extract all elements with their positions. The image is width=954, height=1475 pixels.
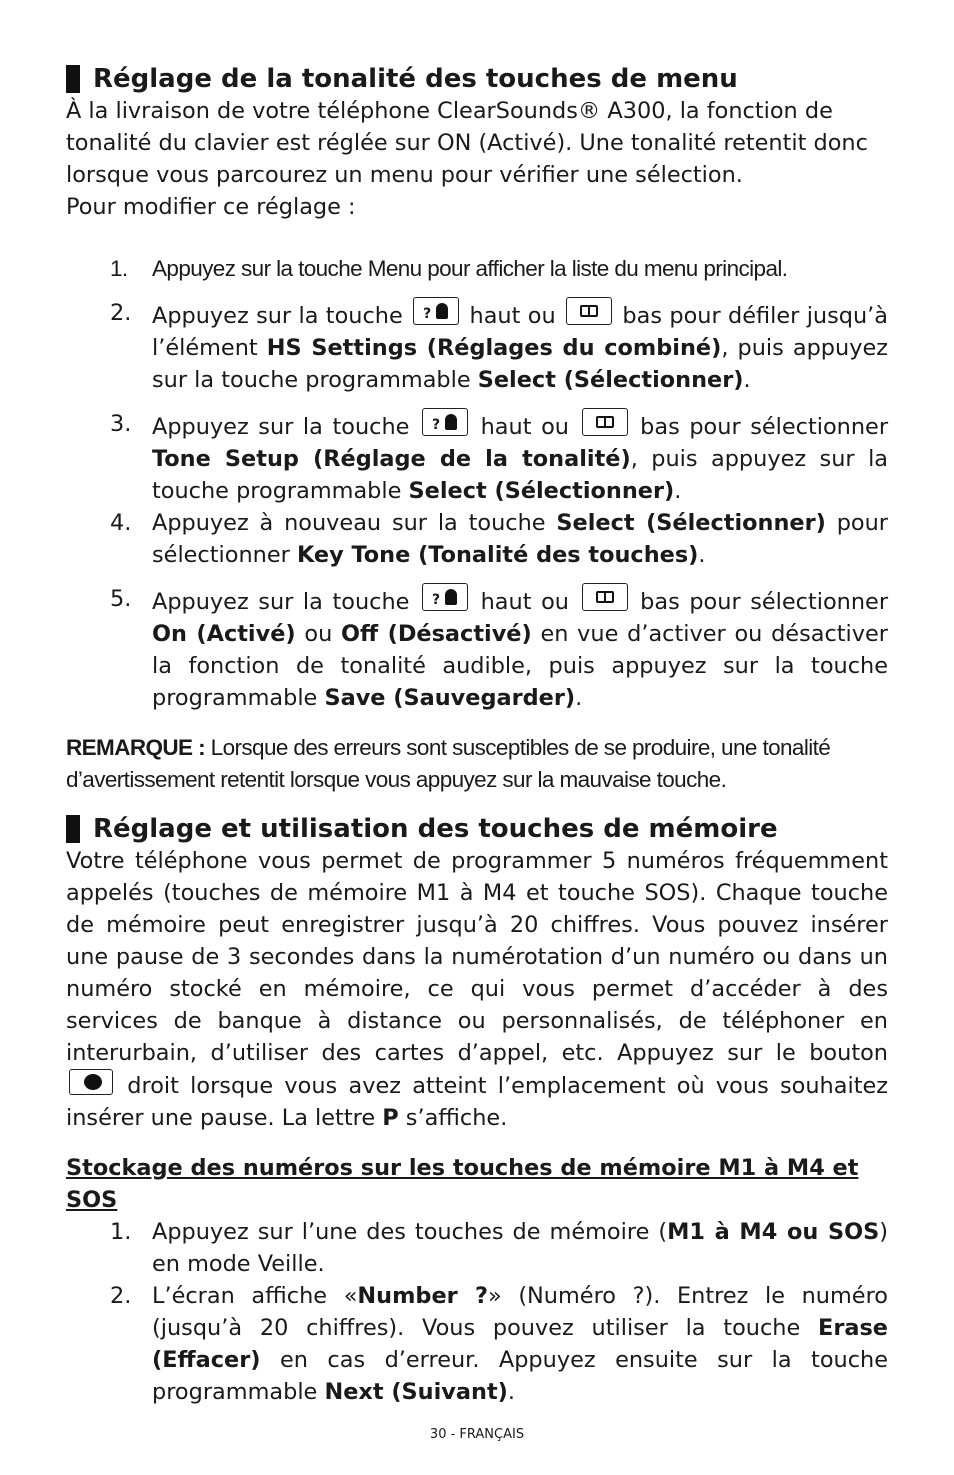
list-item: 2. L’écran affiche «Number ?» (Numéro ?). Entrez le numéro (jusqu’à 20 chiffres). Vous pouvez utiliser la touche Erase (Effacer) en cas d’erreur. Appuyez ensuite sur la touche programmable Next (Suivant). — [110, 1283, 888, 1405]
list-item: 1. Appuyez sur l’une des touches de mémoire (M1 à M4 ou SOS) en mode Veille. — [110, 1219, 889, 1277]
list-item: 5. Appuyez sur la touche ? haut ou bas pour sélectionner On (Activé) ou Off (Désactivé) en vue d’activer ou désactiver la fonction de tonalité audible, puis appuyez sur la touche programmable Save (Sauvegarder). — [66, 583, 888, 714]
list-item: 2. Appuyez sur la touche ? haut ou bas pour défiler jusqu’à l’élément HS Settings (Réglages du combiné), puis appuyez sur la touche programmable Select (Sélectionner). — [66, 297, 888, 396]
list-item: 4. Appuyez à nouveau sur la touche Select (Sélectionner) pour sélectionner Key Tone (Tonalité des touches). — [110, 510, 889, 568]
note-paragraph: REMARQUE : Lorsque des erreurs sont susceptibles de se produire, une tonalité d’avertissement retentit lorsque vous appuyez sur la mauvaise touche. — [66, 735, 831, 792]
down-key-icon — [582, 583, 628, 611]
page-footer: 30 - FRANÇAIS — [429, 1427, 525, 1442]
heading-bar-icon — [66, 815, 80, 843]
page-content — [66, 62, 888, 1408]
down-key-icon — [566, 297, 612, 325]
section-title-key-tone: Réglage de la tonalité des touches de menu — [66, 62, 888, 96]
up-key-icon — [422, 408, 468, 436]
intro-line-2: Pour modifier ce réglage : — [66, 194, 356, 220]
down-key-icon — [582, 408, 628, 436]
key-tone-steps — [66, 253, 888, 714]
memory-steps — [66, 1216, 888, 1408]
section-title-memory-keys: Réglage et utilisation des touches de mémoire — [66, 812, 888, 846]
up-key-icon — [413, 297, 459, 325]
pause-key-icon — [69, 1069, 113, 1095]
intro-paragraph: À la livraison de votre téléphone ClearSounds® A300, la fonction de tonalité du clavier est réglée sur ON (Activé). Une tonalité retentit donc lorsque vous parcourez un menu pour vérifier une sélection. — [66, 98, 868, 188]
memory-paragraph: Votre téléphone vous permet de programmer 5 numéros fréquemment appelés (touches de mémoire M1 à M4 et touche SOS). Chaque touche de mémoire peut enregistrer jusqu’à 20 chiffres. Vous pouvez insérer une pause de 3 secondes dans la numérotation d’un numéro ou dans un numéro stocké en mémoire, ce qui vous permet d’accéder à des services de banque à distance ou personnalisés, de téléphoner en interurbain, d’utiliser des cartes d’appel, etc. Appuyez sur le bouton droit lorsque vous avez atteint l’emplacement où vous souhaitez insérer une pause. La lettre P s’affiche. — [66, 848, 889, 1131]
list-item: 1. Appuyez sur la touche Menu pour afficher la liste du menu principal. — [110, 256, 788, 281]
up-key-icon — [422, 583, 468, 611]
heading-bar-icon — [66, 65, 80, 93]
list-item: 3. Appuyez sur la touche ? haut ou bas pour sélectionner Tone Setup (Réglage de la tonalité), puis appuyez sur la touche programmable Select (Sélectionner). — [66, 408, 888, 507]
subheading-storing-numbers: Stockage des numéros sur les touches de mémoire M1 à M4 et SOS — [66, 1155, 859, 1213]
